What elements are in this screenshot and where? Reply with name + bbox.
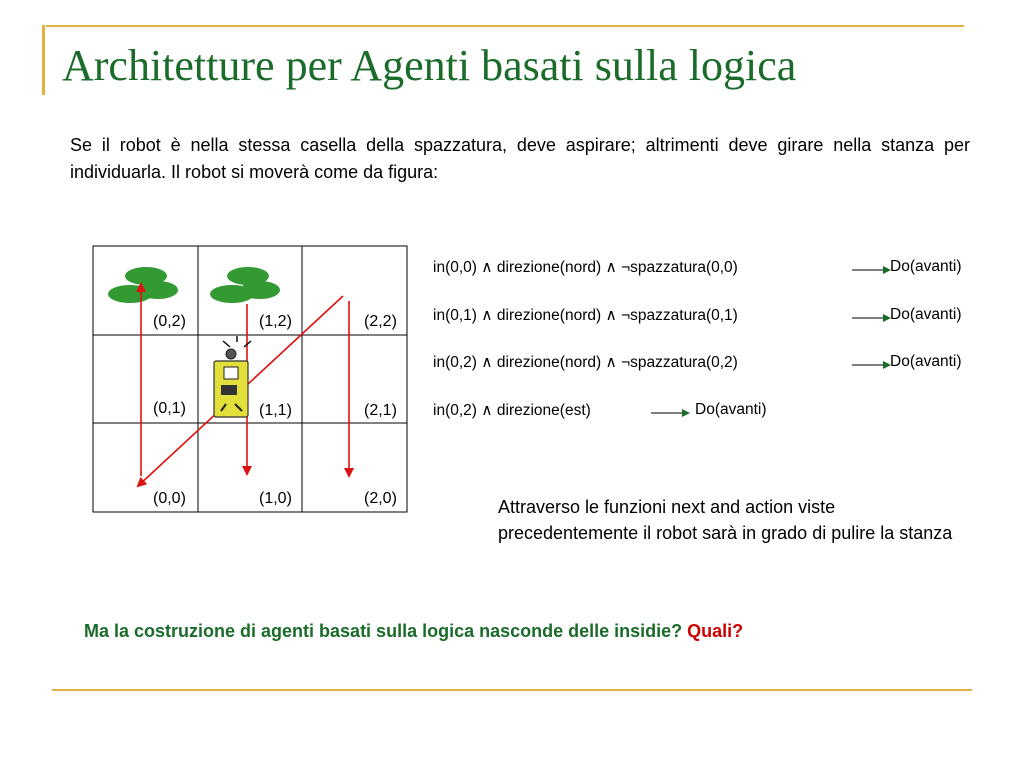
cell-label: (2,0): [364, 490, 397, 507]
cell-label: (0,1): [153, 400, 186, 417]
cell-label: (1,0): [259, 490, 292, 507]
cell-label: (2,1): [364, 402, 397, 419]
slide-title: Architetture per Agenti basati sulla logica: [62, 41, 797, 90]
cell-label: (1,1): [259, 402, 292, 419]
closing-question: [84, 621, 743, 642]
implies-arrow-icon: [650, 405, 690, 417]
left-accent-bar: [42, 25, 45, 95]
intro-paragraph: Se il robot è nella stessa casella della spazzatura, deve aspirare; altrimenti deve girare nella stanza per individuarla. Il robot si moverà come da figura:: [70, 135, 970, 182]
rule-action: Do(avanti): [890, 306, 962, 323]
rule-action: Do(avanti): [695, 401, 767, 418]
rule-condition: in(0,2) ∧ direzione(nord) ∧ ¬spazzatura(0,2): [433, 354, 738, 371]
rule-action: Do(avanti): [890, 258, 962, 275]
note-paragraph: Attraverso le funzioni next and action viste precedentemente il robot sarà in grado di pulire la stanza: [498, 497, 953, 543]
cell-label: (2,2): [364, 313, 397, 330]
question-highlight: Quali?: [687, 621, 744, 641]
top-rule-line: [46, 25, 964, 27]
rule-condition: in(0,1) ∧ direzione(nord) ∧ ¬spazzatura(0,1): [433, 307, 738, 324]
implies-arrow-icon: [851, 357, 891, 369]
rule-condition: in(0,2) ∧ direzione(est): [433, 402, 591, 419]
dirt-blob-icon: [210, 267, 280, 303]
robot-icon: [214, 336, 251, 417]
dirt-blob-icon: [108, 267, 178, 303]
room-grid-drawing: [90, 244, 410, 516]
cell-label: (0,2): [153, 313, 186, 330]
cell-label: (0,0): [153, 490, 186, 507]
implies-arrow-icon: [851, 310, 891, 322]
cell-label: (1,2): [259, 313, 292, 330]
rule-action: Do(avanti): [890, 353, 962, 370]
implies-arrow-icon: [851, 262, 891, 274]
room-grid: [90, 244, 410, 516]
bottom-rule-line: [52, 689, 972, 691]
question-text: Ma la costruzione di agenti basati sulla logica nasconde delle insidie?: [84, 621, 683, 641]
rule-condition: in(0,0) ∧ direzione(nord) ∧ ¬spazzatura(0,0): [433, 259, 738, 276]
